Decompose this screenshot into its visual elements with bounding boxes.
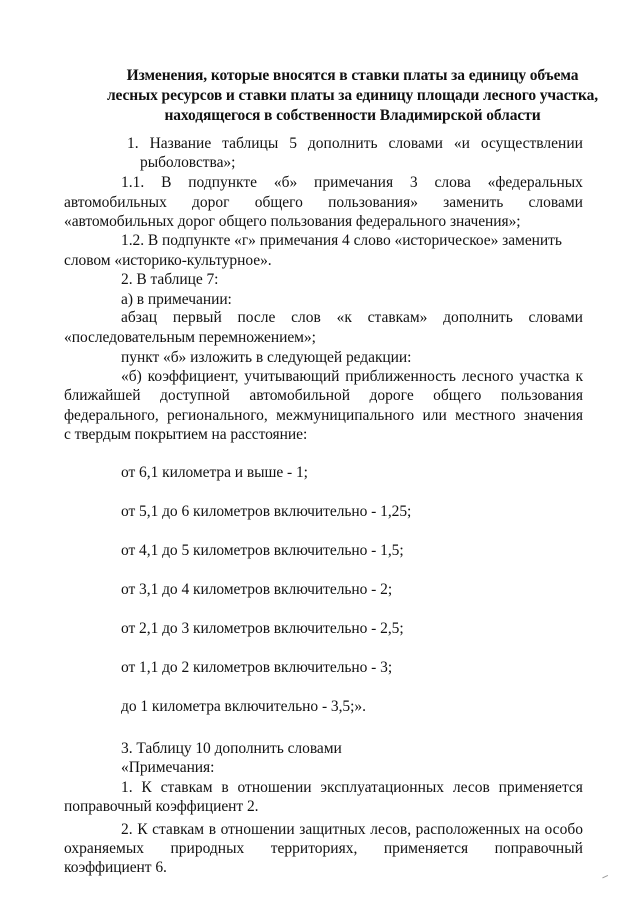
word: природных [170, 840, 245, 857]
item1-1-line3: «автомобильных дорог общего пользования федерального значения»; [64, 213, 521, 230]
word: в [221, 779, 229, 796]
word: участка [519, 368, 570, 385]
note2-line1 [121, 820, 583, 840]
word: на [524, 821, 540, 838]
word: ближайшей [64, 387, 141, 404]
word: отношении [237, 779, 312, 796]
word: расположенных [415, 821, 521, 838]
item2-b-line4: с твердым покрытием на расстояние: [64, 426, 308, 443]
word: федерального, [64, 407, 159, 424]
distance-item: от 6,1 километра и выше - 1; [121, 464, 308, 481]
word: 1.1. [121, 174, 145, 191]
word: лесов [452, 779, 490, 796]
word: «к [336, 309, 352, 326]
note1-line2: поправочный коэффициент 2. [64, 798, 259, 815]
word: примечания [314, 174, 394, 191]
word: словами [388, 135, 443, 152]
word: местного [455, 407, 516, 424]
item1-1-line1 [121, 173, 583, 193]
item1-1-line2 [64, 193, 583, 213]
word: «б) [121, 368, 142, 385]
word: К [141, 779, 152, 796]
item2-a: а) в примечании: [121, 291, 232, 308]
item3-heading: 3. Таблицу 10 дополнить словами [121, 740, 342, 757]
word: дополнить [443, 309, 513, 326]
word: к [575, 368, 583, 385]
word: ставкам [152, 821, 205, 838]
word: словами [528, 309, 583, 326]
item2-abzac-line1 [121, 308, 583, 328]
word: или [422, 407, 447, 424]
word: дороге [369, 387, 414, 404]
item2-b-line2 [64, 386, 583, 406]
word: первый [172, 309, 222, 326]
word: лесного [461, 368, 514, 385]
word: после [237, 309, 276, 326]
word: Название [149, 135, 212, 152]
word: пользования [500, 387, 583, 404]
word: значения [523, 407, 583, 424]
word: коэффициент, [147, 368, 239, 385]
word: словами [528, 194, 583, 211]
distance-item: от 4,1 до 5 километров включительно - 1,5; [121, 542, 404, 559]
note2-line2 [64, 839, 583, 859]
word: 1. [127, 135, 139, 152]
word: пользования» [328, 194, 418, 211]
word: «и [453, 135, 470, 152]
word: осуществлении [480, 135, 583, 152]
document-title-line-3: находящегося в собственности Владимирской области [164, 107, 541, 124]
word: В [161, 174, 172, 191]
word: автомобильной [249, 387, 351, 404]
word: лесов, [370, 821, 412, 838]
item2-abzac-line2: «последовательным перемножением»; [64, 329, 316, 346]
word: «федеральных [487, 174, 583, 191]
item2-b-line3 [64, 406, 583, 426]
distance-item: до 1 километра включительно - 3,5;». [121, 698, 366, 715]
word: приближенность [345, 368, 456, 385]
distance-item: от 2,1 до 3 километров включительно - 2,5; [121, 620, 404, 637]
word: 2. [121, 821, 133, 838]
word: дополнить [307, 135, 378, 152]
word: особо [544, 821, 583, 838]
item1-line2: рыболовства»; [140, 154, 236, 171]
word: в [208, 821, 217, 838]
word: 1. [121, 779, 133, 796]
item2-punkt: пункт «б» изложить в следующей редакции: [121, 349, 412, 366]
word: ставкам [160, 779, 213, 796]
word: учитывающий [244, 368, 340, 385]
item1-2-line2: словом «историко-культурное». [64, 252, 272, 269]
word: межмуниципального [276, 407, 415, 424]
word: заменить [443, 194, 504, 211]
word: общего [433, 387, 482, 404]
item2-b-line1 [121, 367, 583, 387]
word: применяется [383, 840, 469, 857]
word: доступной [160, 387, 230, 404]
word: К [137, 821, 148, 838]
word: территориях, [270, 840, 358, 857]
word: применяется [498, 779, 583, 796]
word: слова [434, 174, 471, 191]
item2-heading: 2. В таблице 7: [121, 271, 219, 288]
item3-notes-heading: «Примечания: [121, 759, 215, 776]
note1-line1 [121, 778, 583, 798]
word: подпункте [188, 174, 258, 191]
word: защитных [299, 821, 366, 838]
word: регионального, [167, 407, 268, 424]
word: таблицы [222, 135, 279, 152]
item1-2-line1: 1.2. В подпункте «г» примечания 4 слово «историческое» заменить [121, 232, 562, 249]
distance-item: от 1,1 до 2 километров включительно - 3; [121, 659, 393, 676]
distance-item: от 3,1 до 4 километров включительно - 2; [121, 581, 393, 598]
word: 3 [409, 174, 418, 191]
word: слов [291, 309, 321, 326]
document-title-line-1: Изменения, которые вносятся в ставки платы за единицу объема [126, 67, 579, 84]
word: охраняемых [64, 840, 145, 857]
distance-item: от 5,1 до 6 километров включительно - 1,25; [121, 503, 412, 520]
word: автомобильных [64, 194, 167, 211]
word: дорог [192, 194, 230, 211]
word: 5 [289, 135, 297, 152]
note2-line3: коэффициент 6. [64, 859, 167, 876]
word: ставкам» [367, 309, 428, 326]
document-title-line-2: лесных ресурсов и ставки платы за единицу площади лесного участка, [106, 87, 599, 104]
item1-line1 [127, 134, 583, 154]
word: абзац [121, 309, 158, 326]
word: «б» [273, 174, 298, 191]
scan-mark [602, 875, 610, 882]
word: поправочный [494, 840, 583, 857]
word: эксплуатационных [320, 779, 445, 796]
word: общего [254, 194, 303, 211]
word: отношении [220, 821, 295, 838]
